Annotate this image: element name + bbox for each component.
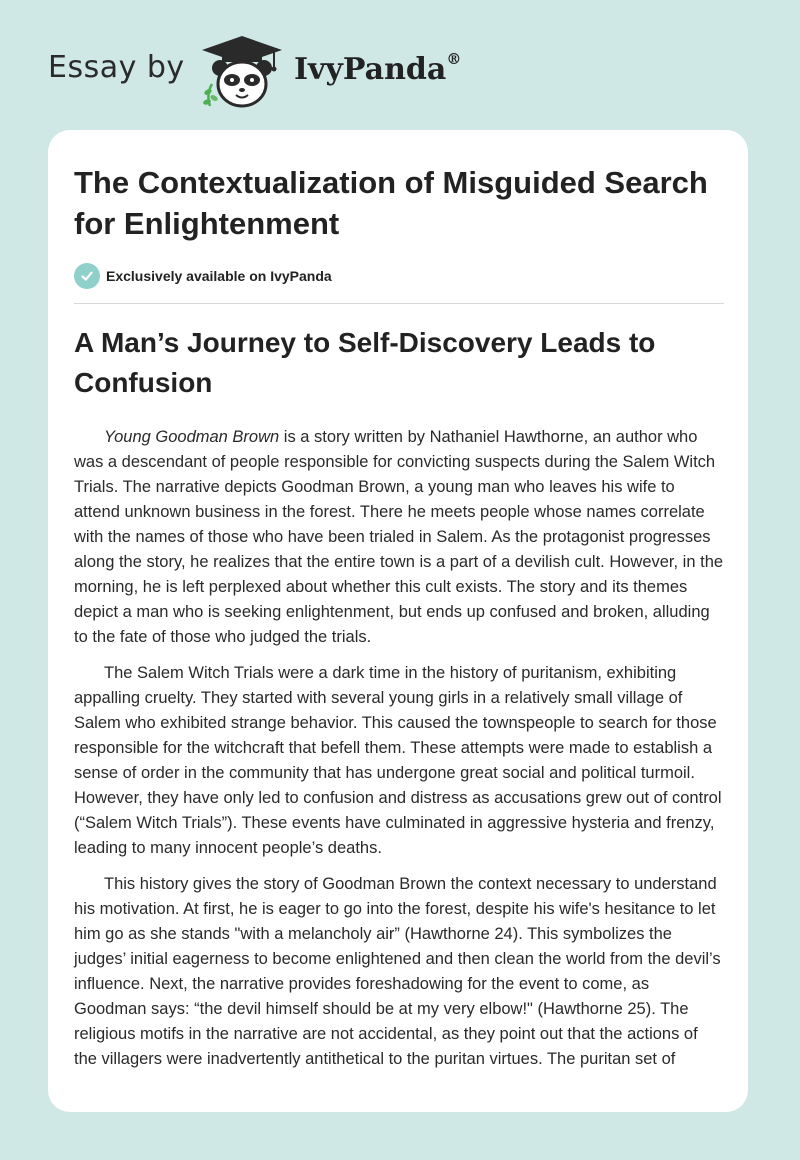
check-circle-icon bbox=[74, 263, 100, 289]
brand-name-text: IvyPanda bbox=[294, 52, 447, 87]
section-heading: A Man’s Journey to Self-Discovery Leads to Confusion bbox=[74, 327, 656, 398]
essay-by-label: Essay by bbox=[48, 50, 185, 85]
paragraph: The Salem Witch Trials were a dark time in the history of puritanism, exhibiting appalling cruelty. They started with several young girls in a relatively small village of Salem who exhibited strange behavior. This caused the townspeople to search for those responsible for the witchcraft that befell them. These attempts were made to establish a sense of order in the community that has undergone great social and political turmoil. However, they have only led to confusion and distress as accusations grew out of control (“Salem Witch Trials”). These events have culminated in aggressive hysteria and frenzy, leading to many innocent people’s deaths. bbox=[74, 664, 722, 857]
exclusive-badge-text: Exclusively available on IvyPanda bbox=[106, 268, 332, 284]
page-title: The Contextualization of Misguided Search for Enlightenment bbox=[74, 165, 708, 241]
registered-mark: ® bbox=[446, 50, 462, 68]
paragraph-text: is a story written by Nathaniel Hawthorne, an author who was a descendant of people responsible for convicting suspects during the Salem Witch Trials. The narrative depicts Goodman Brown, a young man who leaves his wife to attend unknown business in the forest. There he meets people whose names correlate with the names of those who have been trialed in Salem. As the protagonist progresses along the story, he realizes that the entire town is a part of a devilish cult. However, in the morning, he is left perplexed about whether this cult exists. The story and its themes depict a man who is seeking enlightenment, but ends up confused and broken, alluding to the fate of those who judged the trials. bbox=[74, 428, 724, 646]
essay-body bbox=[74, 425, 724, 1083]
paragraph-italic-lead: Young Goodman Brown bbox=[104, 428, 280, 446]
exclusive-badge bbox=[74, 263, 332, 289]
divider bbox=[74, 303, 724, 304]
paragraph: This history gives the story of Goodman Brown the context necessary to understand his motivation. At first, he is eager to go into the forest, despite his wife's hesitance to let him go as she stands "with a melancholy air” (Hawthorne 24). This symbolizes the judges’ initial eagerness to become enlightened and then clean the world from the devil’s influence. Next, the narrative provides foreshadowing for the event to come, as Goodman says: “the devil himself should be at my very elbow!" (Hawthorne 25). The religious motifs in the narrative are not accidental, as they point out that the actions of the villagers were inadvertently antithetical to the puritan virtues. The puritan set of bbox=[74, 875, 721, 1068]
brand-name[interactable] bbox=[294, 52, 461, 87]
essay-card bbox=[48, 130, 748, 1112]
panda-graduate-icon bbox=[200, 34, 284, 110]
site-header bbox=[0, 0, 800, 130]
paragraph bbox=[74, 425, 724, 650]
